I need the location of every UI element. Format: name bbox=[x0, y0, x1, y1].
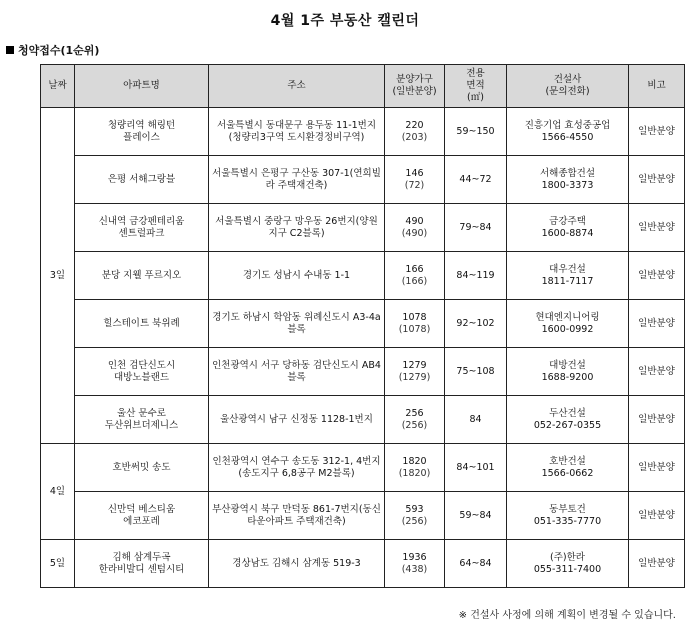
units-general: (203) bbox=[401, 131, 428, 143]
units-general: (1820) bbox=[398, 467, 431, 479]
builder-phone: 051-335-7770 bbox=[533, 515, 602, 527]
apt-name-line2: 에코포레 bbox=[123, 515, 160, 527]
note-cell: 일반분양 bbox=[629, 108, 685, 156]
builder-cell bbox=[507, 396, 629, 444]
header-area-line1: 전용 bbox=[466, 68, 485, 79]
builder-name: 서해종합건설 bbox=[539, 167, 596, 179]
apt-name-cell bbox=[75, 108, 209, 156]
builder-name: 금강주택 bbox=[549, 215, 586, 227]
units-total: 593 bbox=[405, 503, 424, 515]
apt-name-line2: 플레이스 bbox=[123, 131, 160, 143]
apt-name-line1: 분당 지웰 푸르지오 bbox=[101, 269, 182, 281]
units-general: (256) bbox=[401, 515, 428, 527]
table-row bbox=[41, 300, 685, 348]
apt-name-line2: 센트럴파크 bbox=[118, 227, 165, 239]
builder-cell bbox=[507, 348, 629, 396]
table-row bbox=[41, 108, 685, 156]
area-cell: 75~108 bbox=[445, 348, 507, 396]
builder-cell bbox=[507, 108, 629, 156]
section-heading bbox=[6, 42, 99, 58]
apt-name-line1: 신내역 금강펜테리움 bbox=[98, 215, 185, 227]
apt-name-line1: 신만덕 베스티움 bbox=[107, 503, 176, 515]
apt-name-cell bbox=[75, 252, 209, 300]
header-builder-line2: (문의전화) bbox=[545, 86, 590, 97]
builder-cell bbox=[507, 300, 629, 348]
builder-name: 두산건설 bbox=[549, 407, 586, 419]
header-units-line1: 분양가구 bbox=[396, 74, 433, 85]
apt-name-cell bbox=[75, 204, 209, 252]
apt-name-line1: 은평 서해그랑블 bbox=[107, 173, 176, 185]
note-cell: 일반분양 bbox=[629, 396, 685, 444]
units-cell bbox=[385, 204, 445, 252]
units-general: (438) bbox=[401, 563, 428, 575]
units-general: (1279) bbox=[398, 371, 431, 383]
header-area-line2: 면적 bbox=[466, 80, 485, 91]
address-cell: 서울특별시 은평구 구산동 307-1(연희빌라 주택재건축) bbox=[209, 156, 385, 204]
apt-name-cell bbox=[75, 348, 209, 396]
address-cell: 부산광역시 북구 만덕동 861-7번지(동신타운아파트 주택재건축) bbox=[209, 492, 385, 540]
builder-name: 현대엔지니어링 bbox=[535, 311, 600, 323]
apt-name-line1: 호반써밋 송도 bbox=[112, 461, 171, 473]
builder-name: 진흥기업 효성중공업 bbox=[524, 119, 611, 131]
square-bullet-icon bbox=[6, 46, 14, 54]
day-cell: 3일 bbox=[41, 108, 75, 444]
apt-name-line1: 청량리역 해링턴 bbox=[107, 119, 176, 131]
units-total: 490 bbox=[405, 215, 424, 227]
apt-name-line2: 두산위브더제니스 bbox=[104, 419, 179, 431]
builder-phone: 1566-4550 bbox=[541, 131, 594, 143]
apt-name-line2: 대방노블랜드 bbox=[113, 371, 170, 383]
apt-name-cell bbox=[75, 540, 209, 588]
builder-phone: 1600-8874 bbox=[541, 227, 594, 239]
address-cell: 인천광역시 서구 당하동 검단신도시 AB4블록 bbox=[209, 348, 385, 396]
builder-name: 대우건설 bbox=[549, 263, 586, 275]
calendar-table bbox=[40, 64, 685, 588]
table-row bbox=[41, 156, 685, 204]
header-address: 주소 bbox=[209, 65, 385, 108]
units-total: 256 bbox=[405, 407, 424, 419]
builder-cell bbox=[507, 444, 629, 492]
units-cell bbox=[385, 444, 445, 492]
builder-phone: 1688-9200 bbox=[541, 371, 594, 383]
table-row bbox=[41, 252, 685, 300]
units-general: (1078) bbox=[398, 323, 431, 335]
table-row bbox=[41, 348, 685, 396]
apt-name-cell bbox=[75, 156, 209, 204]
units-general: (256) bbox=[401, 419, 428, 431]
units-total: 166 bbox=[405, 263, 424, 275]
apt-name-line1: 울산 문수로 bbox=[117, 407, 166, 419]
area-cell: 79~84 bbox=[445, 204, 507, 252]
header-units bbox=[385, 65, 445, 108]
builder-cell bbox=[507, 156, 629, 204]
note-cell: 일반분양 bbox=[629, 300, 685, 348]
note-cell: 일반분양 bbox=[629, 156, 685, 204]
section-label: 청약접수(1순위) bbox=[18, 44, 100, 57]
units-cell bbox=[385, 492, 445, 540]
builder-phone: 1811-7117 bbox=[541, 275, 594, 287]
apt-name-cell bbox=[75, 444, 209, 492]
builder-phone: 1566-0662 bbox=[541, 467, 594, 479]
header-area bbox=[445, 65, 507, 108]
footnote: ※ 건설사 사정에 의해 계획이 변경될 수 있습니다. bbox=[458, 610, 676, 621]
note-cell: 일반분양 bbox=[629, 540, 685, 588]
units-cell bbox=[385, 540, 445, 588]
note-cell: 일반분양 bbox=[629, 348, 685, 396]
note-cell: 일반분양 bbox=[629, 252, 685, 300]
note-cell: 일반분양 bbox=[629, 492, 685, 540]
units-total: 1078 bbox=[402, 311, 427, 323]
address-cell: 인천광역시 연수구 송도동 312-1, 4번지(송도지구 6,8공구 M2블록) bbox=[209, 444, 385, 492]
area-cell: 84~101 bbox=[445, 444, 507, 492]
units-total: 1936 bbox=[402, 551, 427, 563]
apt-name-line1: 김해 삼계두곡 bbox=[112, 551, 171, 563]
area-cell: 64~84 bbox=[445, 540, 507, 588]
units-general: (72) bbox=[404, 179, 425, 191]
header-units-line2: (일반분양) bbox=[392, 86, 437, 97]
builder-cell bbox=[507, 492, 629, 540]
apt-name-cell bbox=[75, 396, 209, 444]
address-cell: 서울특별시 동대문구 용두동 11-1번지(청량리3구역 도시환경정비구역) bbox=[209, 108, 385, 156]
apt-name-cell bbox=[75, 300, 209, 348]
builder-name: 호반건설 bbox=[549, 455, 586, 467]
units-total: 1820 bbox=[402, 455, 427, 467]
builder-name: 대방건설 bbox=[549, 359, 586, 371]
apt-name-line1: 힐스테이트 북위례 bbox=[103, 317, 180, 329]
address-cell: 경상남도 김해시 삼계동 519-3 bbox=[209, 540, 385, 588]
table-row bbox=[41, 540, 685, 588]
address-cell: 경기도 하남시 학암동 위례신도시 A3-4a블록 bbox=[209, 300, 385, 348]
builder-phone: 1600-0992 bbox=[541, 323, 594, 335]
table-row bbox=[41, 444, 685, 492]
builder-name: 동부토건 bbox=[549, 503, 586, 515]
day-cell: 4일 bbox=[41, 444, 75, 540]
units-total: 1279 bbox=[402, 359, 427, 371]
units-cell bbox=[385, 348, 445, 396]
area-cell: 92~102 bbox=[445, 300, 507, 348]
units-cell bbox=[385, 108, 445, 156]
area-cell: 84 bbox=[445, 396, 507, 444]
units-total: 220 bbox=[405, 119, 424, 131]
table-row bbox=[41, 396, 685, 444]
units-cell bbox=[385, 252, 445, 300]
area-cell: 44~72 bbox=[445, 156, 507, 204]
units-cell bbox=[385, 396, 445, 444]
area-cell: 59~150 bbox=[445, 108, 507, 156]
header-area-line3: (㎡) bbox=[467, 92, 484, 103]
day-cell: 5일 bbox=[41, 540, 75, 588]
header-builder bbox=[507, 65, 629, 108]
apt-name-line2: 한라비발디 센텀시티 bbox=[98, 563, 185, 575]
table-row bbox=[41, 492, 685, 540]
builder-phone: 052-267-0355 bbox=[533, 419, 602, 431]
units-total: 146 bbox=[405, 167, 424, 179]
note-cell: 일반분양 bbox=[629, 444, 685, 492]
builder-phone: 1800-3373 bbox=[541, 179, 594, 191]
header-apt: 아파트명 bbox=[75, 65, 209, 108]
header-row bbox=[41, 65, 685, 108]
note-cell: 일반분양 bbox=[629, 204, 685, 252]
page-title: 4월 1주 부동산 캘린더 bbox=[270, 13, 420, 29]
units-cell bbox=[385, 156, 445, 204]
header-note: 비고 bbox=[629, 65, 685, 108]
builder-cell bbox=[507, 204, 629, 252]
builder-cell bbox=[507, 252, 629, 300]
builder-name: (주)한라 bbox=[550, 551, 585, 563]
address-cell: 울산광역시 남구 신정동 1128-1번지 bbox=[209, 396, 385, 444]
address-cell: 서울특별시 중랑구 망우동 26번지(양원지구 C2블록) bbox=[209, 204, 385, 252]
apt-name-line1: 인천 검단신도시 bbox=[107, 359, 176, 371]
header-builder-line1: 건설사 bbox=[553, 74, 582, 85]
units-general: (490) bbox=[401, 227, 428, 239]
builder-cell bbox=[507, 540, 629, 588]
builder-phone: 055-311-7400 bbox=[533, 563, 602, 575]
header-day: 날짜 bbox=[41, 65, 75, 108]
address-cell: 경기도 성남시 수내동 1-1 bbox=[209, 252, 385, 300]
area-cell: 84~119 bbox=[445, 252, 507, 300]
units-cell bbox=[385, 300, 445, 348]
table-row bbox=[41, 204, 685, 252]
area-cell: 59~84 bbox=[445, 492, 507, 540]
apt-name-cell bbox=[75, 492, 209, 540]
units-general: (166) bbox=[401, 275, 428, 287]
